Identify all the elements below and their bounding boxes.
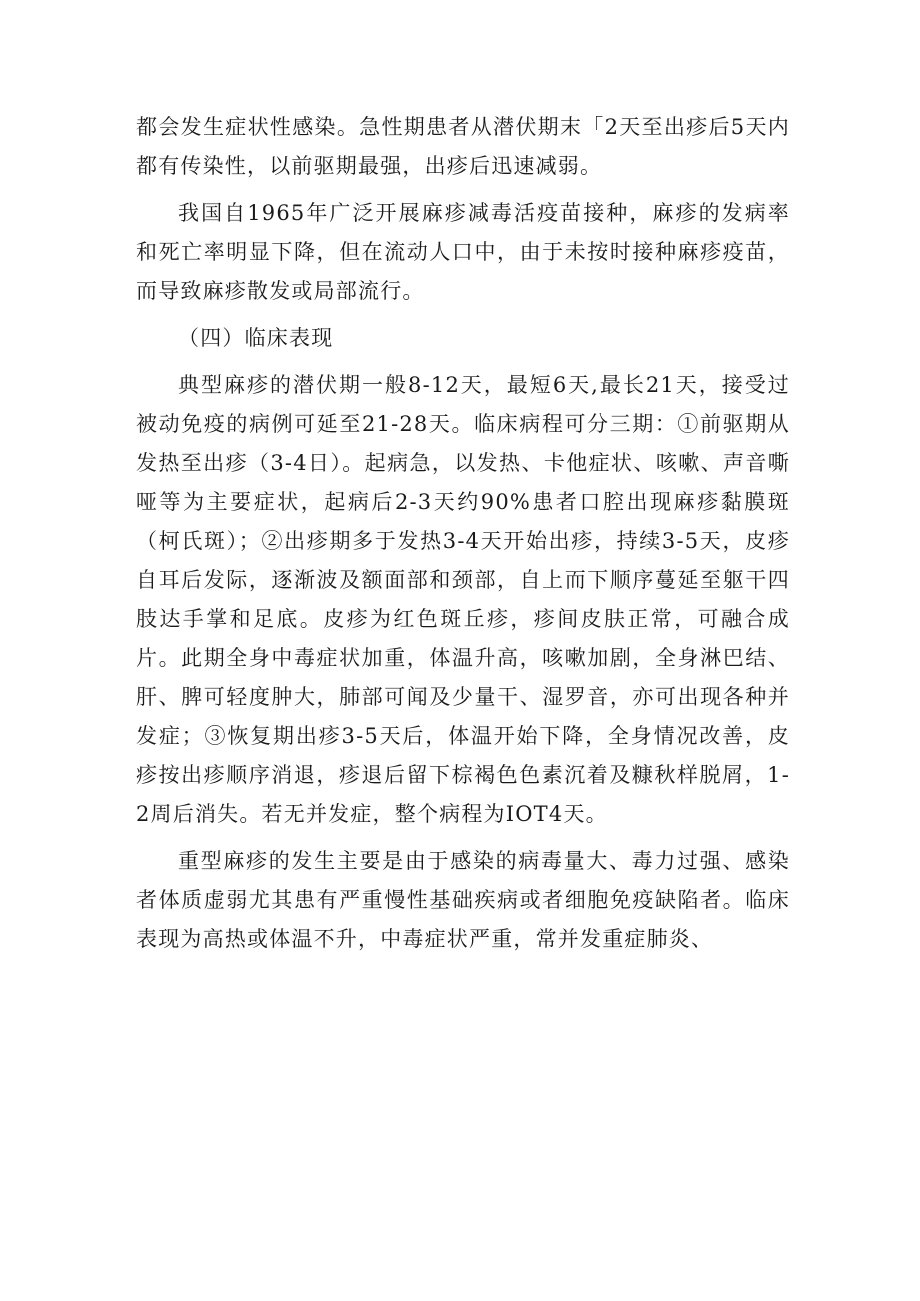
paragraph-vaccination: 我国自1965年广泛开展麻疹减毒活疫苗接种，麻疹的发病率和死亡率明显下降，但在流动人口中，由于未按时接种麻疹疫苗，而导致麻疹散发或局部流行。: [136, 201, 790, 303]
paragraph-severe-measles: 重型麻疹的发生主要是由于感染的病毒量大、毒力过强、感染者体质虚弱尤其患有严重慢性基础疾病或者细胞免疫缺陷者。临床表现为高热或体温不升，中毒症状严重，常并发重症肺炎、: [136, 849, 790, 951]
section-heading-clinical: （四）临床表现: [178, 326, 334, 350]
paragraph-typical-measles: 典型麻疹的潜伏期一般8-12天，最短6天,最长21天，接受过被动免疫的病例可延至21-28天。临床病程可分三期：①前驱期从发热至出疹（3-4日）。起病急，以发热、卡他症状、咳嗽、声音嘶哑等为主要症状，起病后2-3天约90%患者口腔出现麻疹黏膜斑（柯氏斑）；②出疹期多于发热3-4天开始出疹，持续3-5天，皮疹自耳后发际，逐渐波及额面部和颈部，自上而下顺序蔓延至躯干四肢达手掌和足底。皮疹为红色斑丘疹，疹间皮肤正常，可融合成片。此期全身中毒症状加重，体温升高，咳嗽加剧，全身淋巴结、肝、脾可轻度肿大，肺部可闻及少量干、湿罗音，亦可出现各种并发症；③恢复期出疹3-5天后，体温开始下降，全身情况改善，皮疹按出疹顺序消退，疹退后留下棕褐色色素沉着及糠秋样脱屑，1-2周后消失。若无并发症，整个病程为IOT4天。: [136, 373, 790, 826]
paragraph-continuation: 都会发生症状性感染。急性期患者从潜伏期末「2天至出疹后5天内都有传染性，以前驱期最强，出疹后迅速减弱。: [136, 115, 790, 178]
